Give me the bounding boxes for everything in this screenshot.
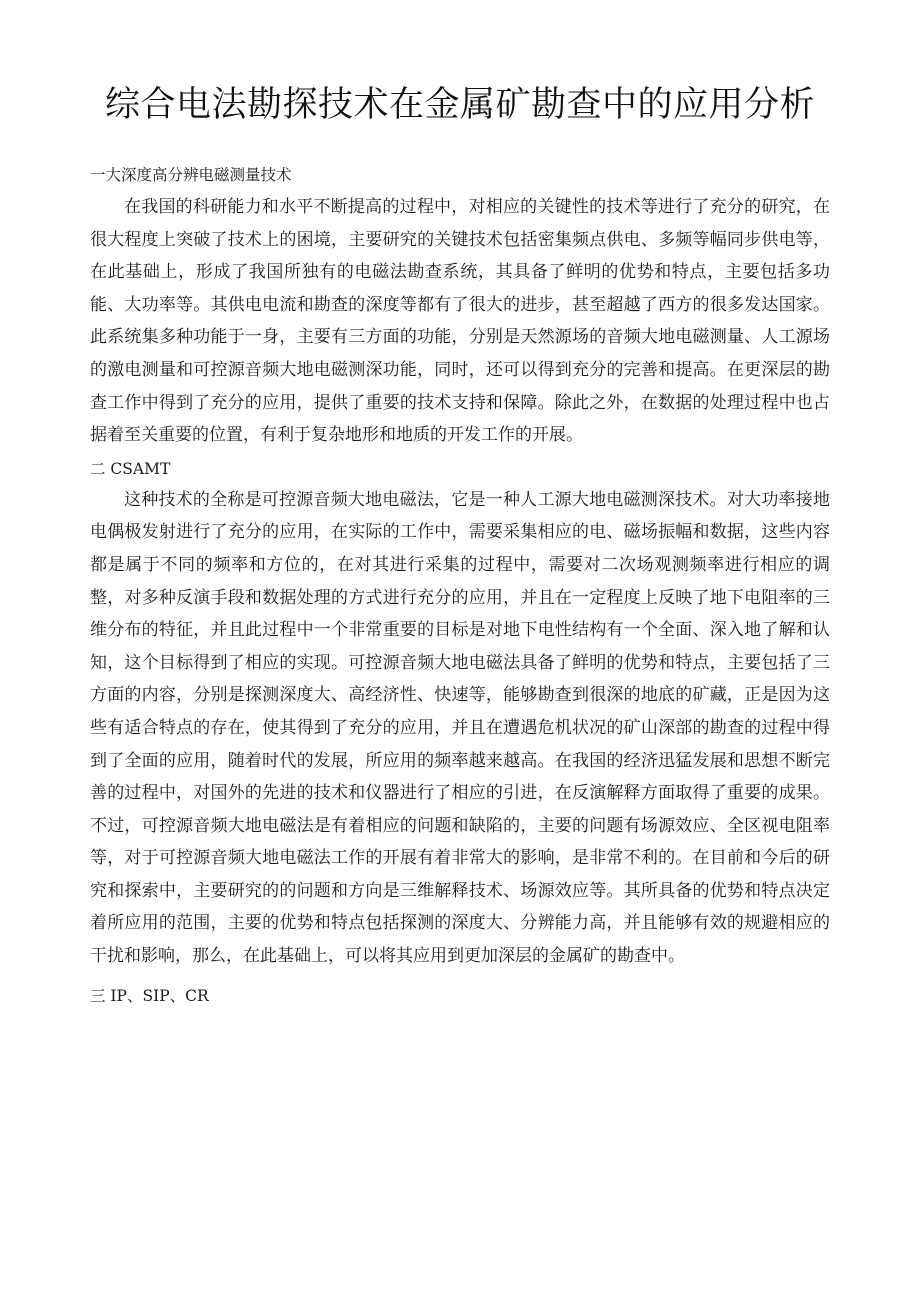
section-heading-3: 三 IP、SIP、CR [90, 986, 209, 1005]
section-heading-2: 二 CSAMT [90, 459, 171, 478]
document-title: 综合电法勘探技术在金属矿勘查中的应用分析 [104, 85, 815, 125]
section-paragraph-1: 在我国的科研能力和水平不断提高的过程中，对相应的关键性的技术等进行了充分的研究，在很大程度上突破了技术上的困境，主要研究的关键技术包括密集频点供电、多频等幅同步供电等，在此基础上，形成了我国所独有的电磁法勘查系统，其具备了鲜明的优势和特点，主要包括多功能、大功率等。其供电电流和勘查的深度等都有了很大的进步，甚至超越了西方的很多发达国家。此系统集多种功能于一身，主要有三方面的功能，分别是天然源场的音频大地电磁测量、人工源场的激电测量和可控源音频大地电磁测深功能，同时，还可以得到充分的完善和提高。在更深层的勘查工作中得到了充分的应用，提供了重要的技术支持和保障。除此之外，在数据的处理过程中也占据着至关重要的位置，有利于复杂地形和地质的开发工作的开展。 [90, 197, 830, 446]
section-paragraph-2: 这种技术的全称是可控源音频大地电磁法，它是一种人工源大地电磁测深技术。对大功率接地电偶极发射进行了充分的应用，在实际的工作中，需要采集相应的电、磁场振幅和数据，这些内容都是属于不同的频率和方位的，在对其进行采集的过程中，需要对二次场观测频率进行相应的调整，对多种反演手段和数据处理的方式进行充分的应用，并且在一定程度上反映了地下电阻率的三维分布的特征，并且此过程中一个非常重要的目标是对地下电性结构有一个全面、深入地了解和认知，这个目标得到了相应的实现。可控源音频大地电磁法具备了鲜明的优势和特点，主要包括了三方面的内容，分别是探测深度大、高经济性、快速等，能够勘查到很深的地底的矿藏，正是因为这些有适合特点的存在，使其得到了充分的应用，并且在遭遇危机状况的矿山深部的勘查的过程中得到了全面的应用，随着时代的发展，所应用的频率越来越高。在我国的经济迅猛发展和思想不断完善的过程中，对国外的先进的技术和仪器进行了相应的引进，在反演解释方面取得了重要的成果。不过，可控源音频大地电磁法是有着相应的问题和缺陷的，主要的问题有场源效应、全区视电阻率等，对于可控源音频大地电磁法工作的开展有着非常大的影响，是非常不利的。在目前和今后的研究和探索中，主要研究的的问题和方向是三维解释技术、场源效应等。其所具备的优势和特点决定着所应用的范围，主要的优势和特点包括探测的深度大、分辨能力高，并且能够有效的规避相应的干扰和影响，那么，在此基础上，可以将其应用到更加深层的金属矿的勘查中。 [90, 489, 830, 967]
section-heading-1: 一大深度高分辨电磁测量技术 [90, 166, 292, 184]
